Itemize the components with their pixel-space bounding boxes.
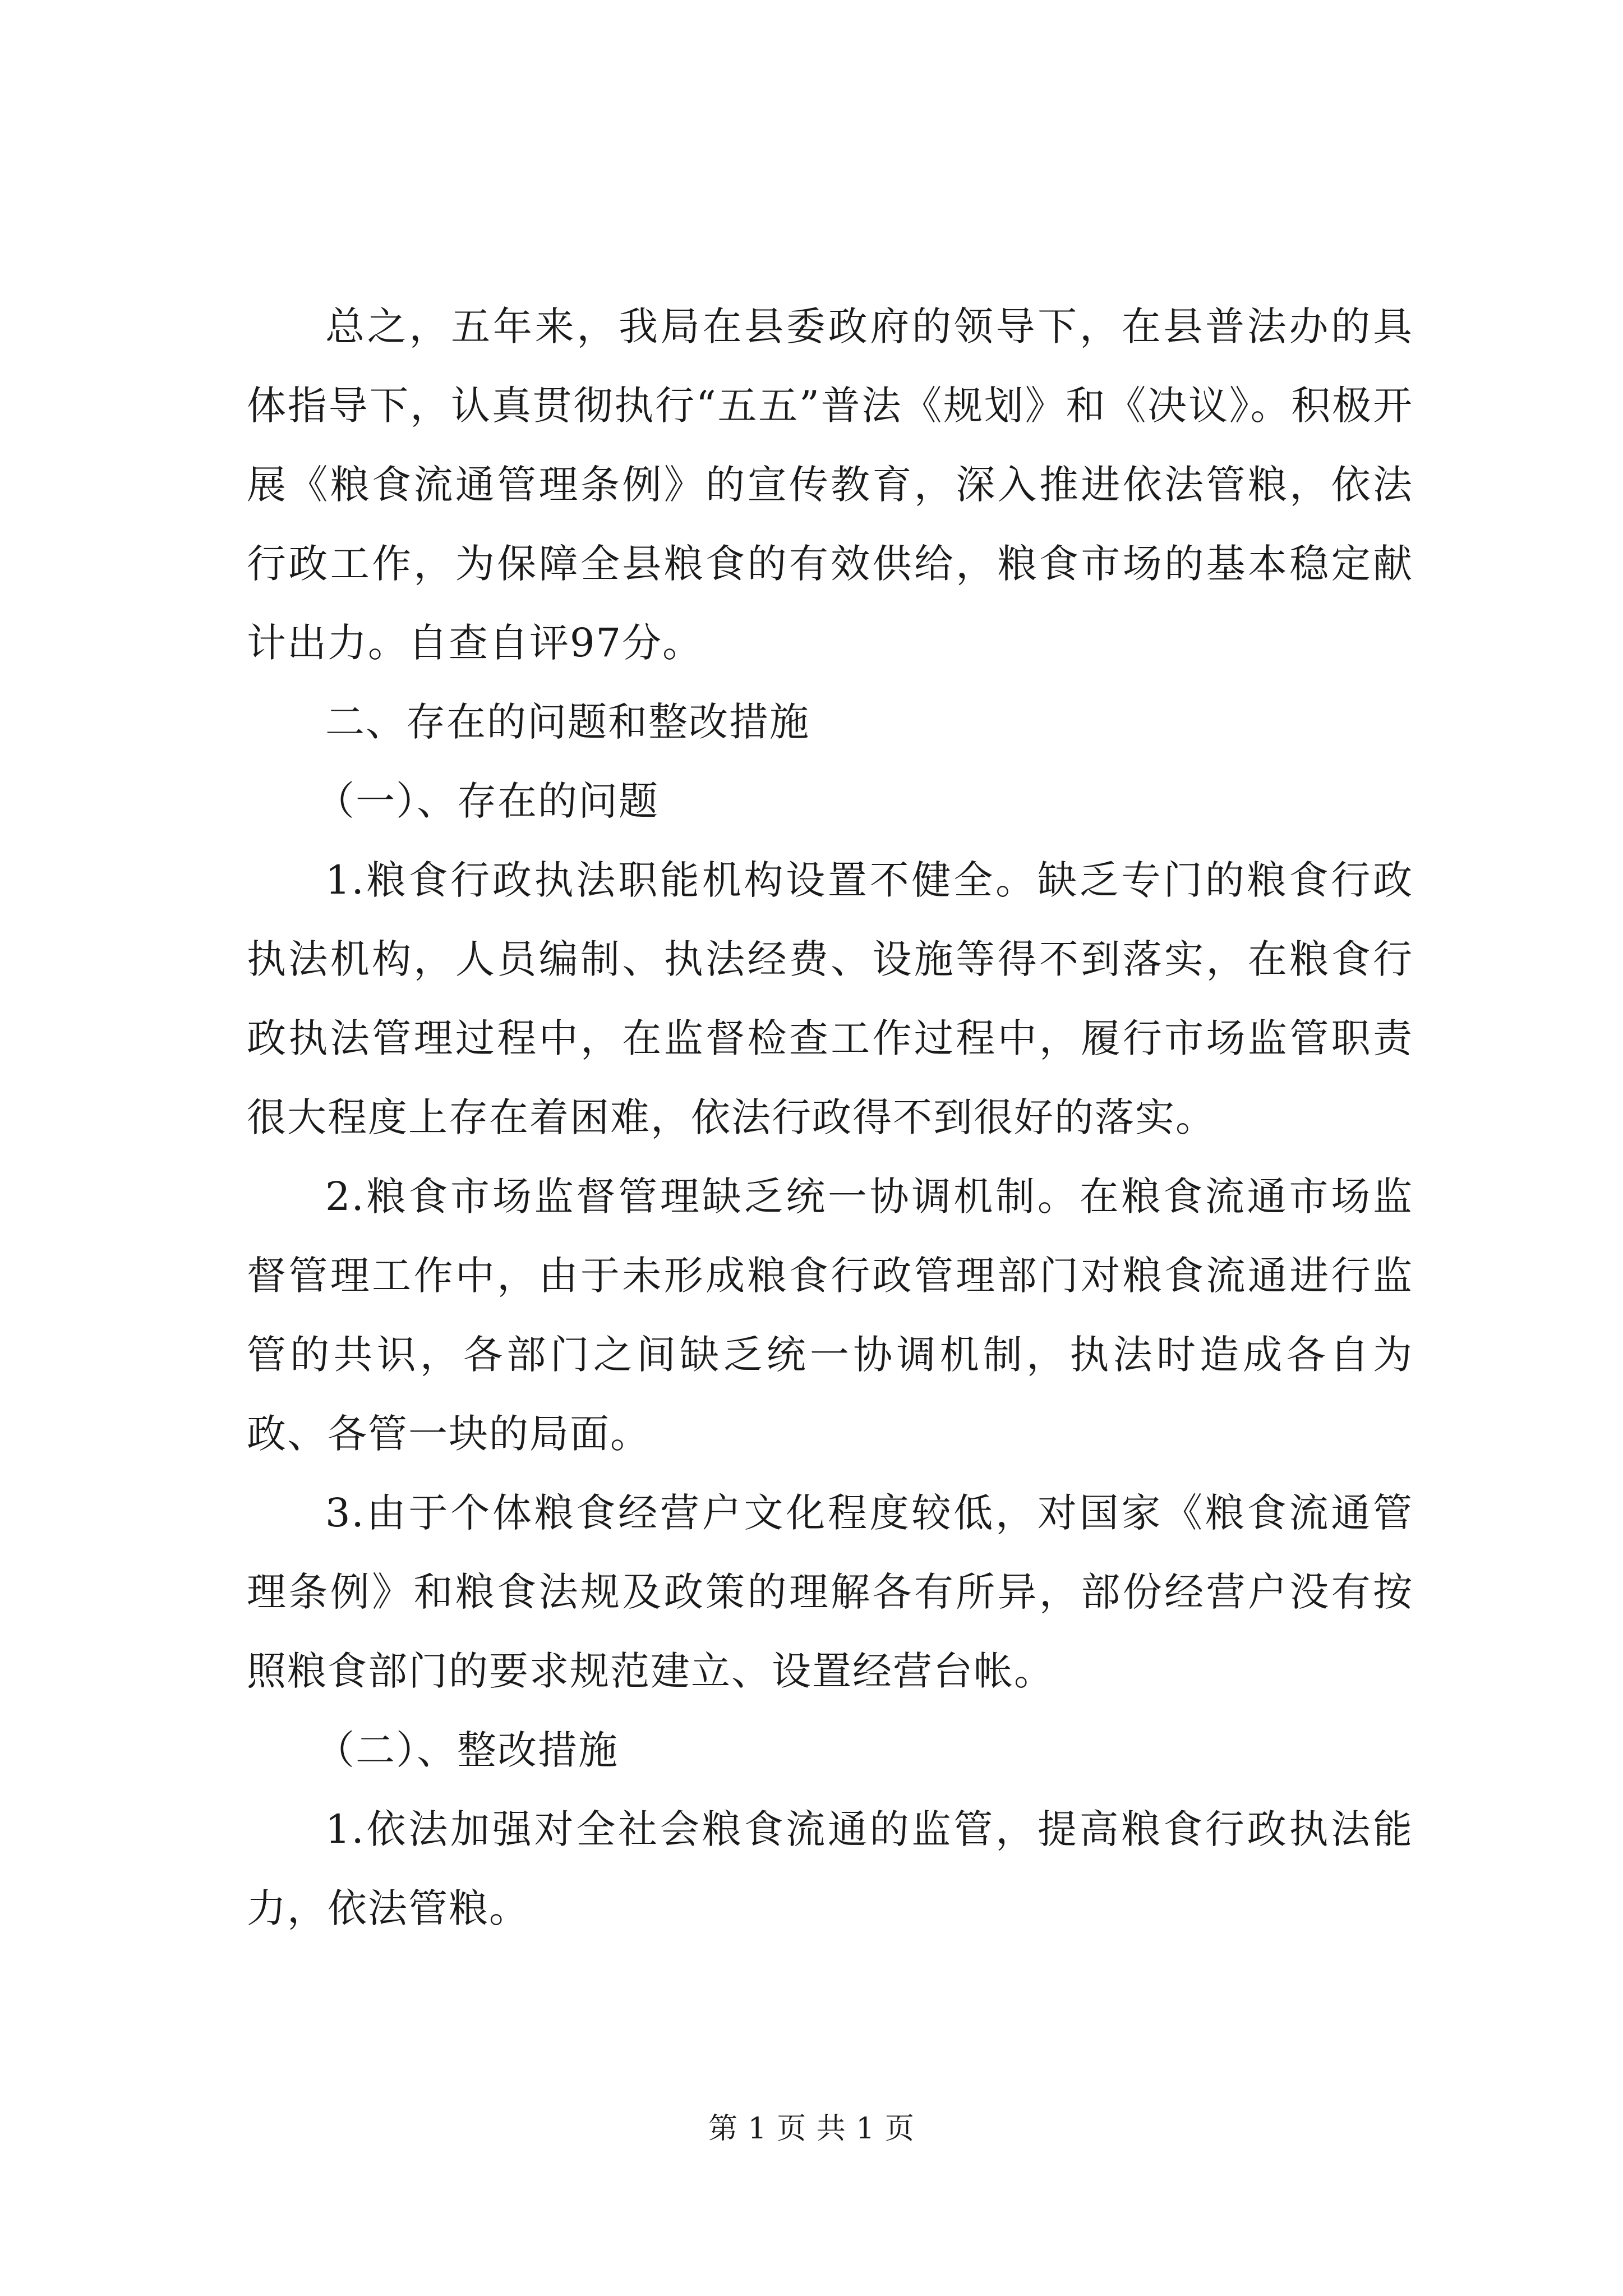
document-body [247, 287, 1413, 1948]
subsection-heading-measures: （二）、整改措施 [315, 1727, 619, 1773]
subsection-heading-problems: （一）、存在的问题 [315, 778, 659, 824]
page-number-footer: 第 1 页 共 1 页 [708, 2112, 915, 2146]
paragraph-summary: 总之，五年来，我局在县委政府的领导下，在县普法办的具体指导下，认真贯彻执行“五五”普法《规划》和《决议》。积极开展《粮食流通管理条例》的宣传教育，深入推进依法管粮，依法行政工作，为保障全县粮食的有效供给，粮食市场的基本稳定献计出力。自查自评97分。 [247, 303, 1413, 666]
paragraph-problem-3: 3.由于个体粮食经营户文化程度较低，对国家《粮食流通管理条例》和粮食法规及政策的理解各有所异，部份经营户没有按照粮食部门的要求规范建立、设置经营台帐。 [247, 1490, 1413, 1694]
section-heading-problems-and-measures: 二、存在的问题和整改措施 [325, 699, 810, 745]
paragraph-problem-2: 2.粮食市场监督管理缺乏统一协调机制。在粮食流通市场监督管理工作中，由于未形成粮食行政管理部门对粮食流通进行监管的共识，各部门之间缺乏统一协调机制，执法时造成各自为政、各管一块的局面。 [247, 1174, 1413, 1457]
paragraph-measure-1: 1.依法加强对全社会粮食流通的监管，提高粮食行政执法能力，依法管粮。 [247, 1806, 1413, 1931]
paragraph-problem-1: 1.粮食行政执法职能机构设置不健全。缺乏专门的粮食行政执法机构，人员编制、执法经费、设施等得不到落实，在粮食行政执法管理过程中，在监督检查工作过程中，履行市场监管职责很大程度上存在着困难，依法行政得不到很好的落实。 [247, 857, 1413, 1140]
